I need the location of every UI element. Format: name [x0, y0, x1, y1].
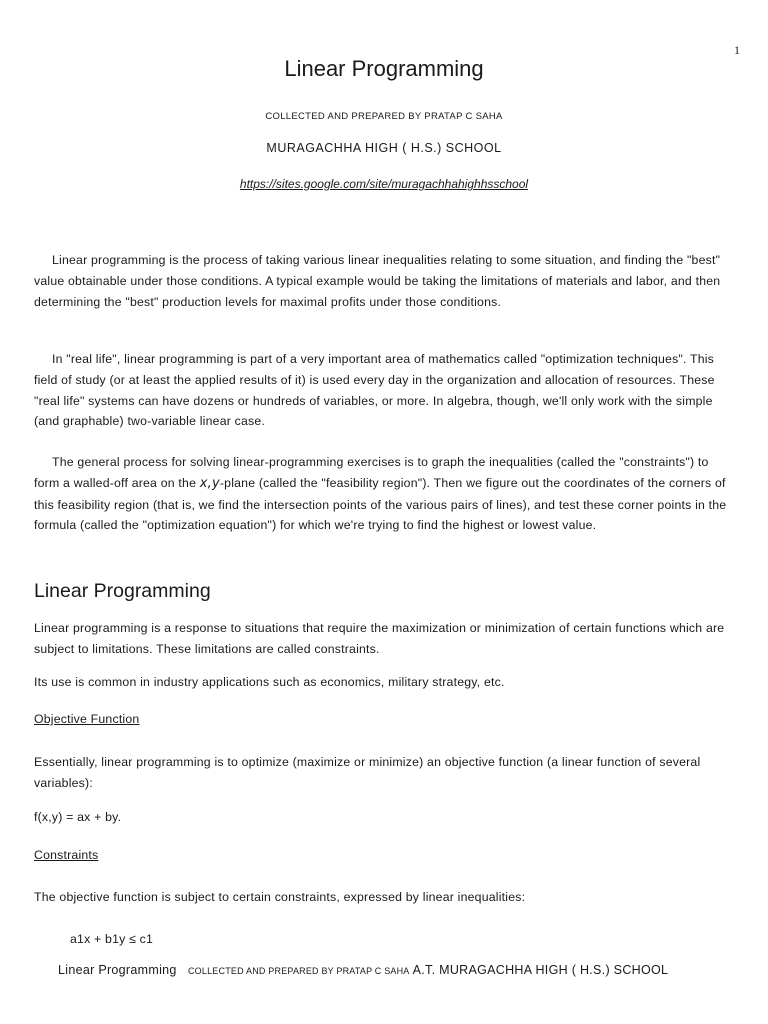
section-paragraph-2: Its use is common in industry applications such as economics, military strategy, etc.	[34, 675, 505, 689]
objective-function-text: Essentially, linear programming is to optimize (maximize or minimize) an objective function (a linear function of several variables):	[34, 755, 701, 790]
section-heading: Linear Programming	[34, 580, 211, 602]
footer-author: COLLECTED AND PREPARED BY PRATAP C SAHA	[187, 966, 410, 976]
footer-title: Linear Programming	[58, 963, 177, 977]
xy-plane-variable: x,y	[199, 475, 220, 491]
objective-function-heading: Objective Function	[34, 712, 140, 726]
intro-paragraph-1: Linear programming is the process of taking various linear inequalities relating to some situation, and finding the "best" value obtainable under those conditions. A typical example would be taking the limitations of materials and labor, and then determining the "best" production levels for maximal profits under those conditions.	[34, 253, 721, 309]
intro-paragraph-3-start: The general process for solving linear-programming exercises is to graph the inequalities (called the "constraints") to form a walled-off area on the	[34, 455, 709, 490]
constraints-heading: Constraints	[34, 848, 99, 862]
page-number: 1	[734, 43, 740, 57]
author-line: COLLECTED AND PREPARED BY PRATAP C SAHA	[265, 111, 503, 122]
intro-paragraph-3-end: -plane (called the "feasibility region"). Then we figure out the coordinates of the corners of this feasibility region (that is, we find the intersection points of the various pairs of lines), and test these corner points in the formula (called the "optimization equation") for which we're trying to find the highest or lowest value.	[34, 475, 727, 533]
intro-paragraph-3	[34, 452, 736, 536]
intro-paragraph-2: In "real life", linear programming is part of a very important area of mathematics called "optimization techniques". This field of study (or at least the applied results of it) is used every day in the organization and allocation of resources. These "real life" systems can have dozens or hundreds of variables, or more. In algebra, though, we'll only work with the simple (and graphable) two-variable linear case.	[34, 352, 715, 429]
constraint-formula-1: a1x + b1y ≤ c1	[70, 932, 154, 946]
constraints-text: The objective function is subject to certain constraints, expressed by linear inequalities:	[34, 890, 526, 904]
footer-school: A.T. MURAGACHHA HIGH ( H.S.) SCHOOL	[412, 963, 669, 977]
page-footer	[58, 963, 668, 977]
objective-function-formula: f(x,y) = ax + by.	[34, 810, 122, 824]
school-name: MURAGACHHA HIGH ( H.S.) SCHOOL	[266, 141, 502, 155]
document-title: Linear Programming	[284, 56, 484, 81]
school-website-link[interactable]: https://sites.google.com/site/muragachhahighhsschool	[239, 177, 529, 191]
section-paragraph-1: Linear programming is a response to situations that require the maximization or minimization of certain functions which are subject to limitations. These limitations are called constraints.	[34, 621, 725, 656]
